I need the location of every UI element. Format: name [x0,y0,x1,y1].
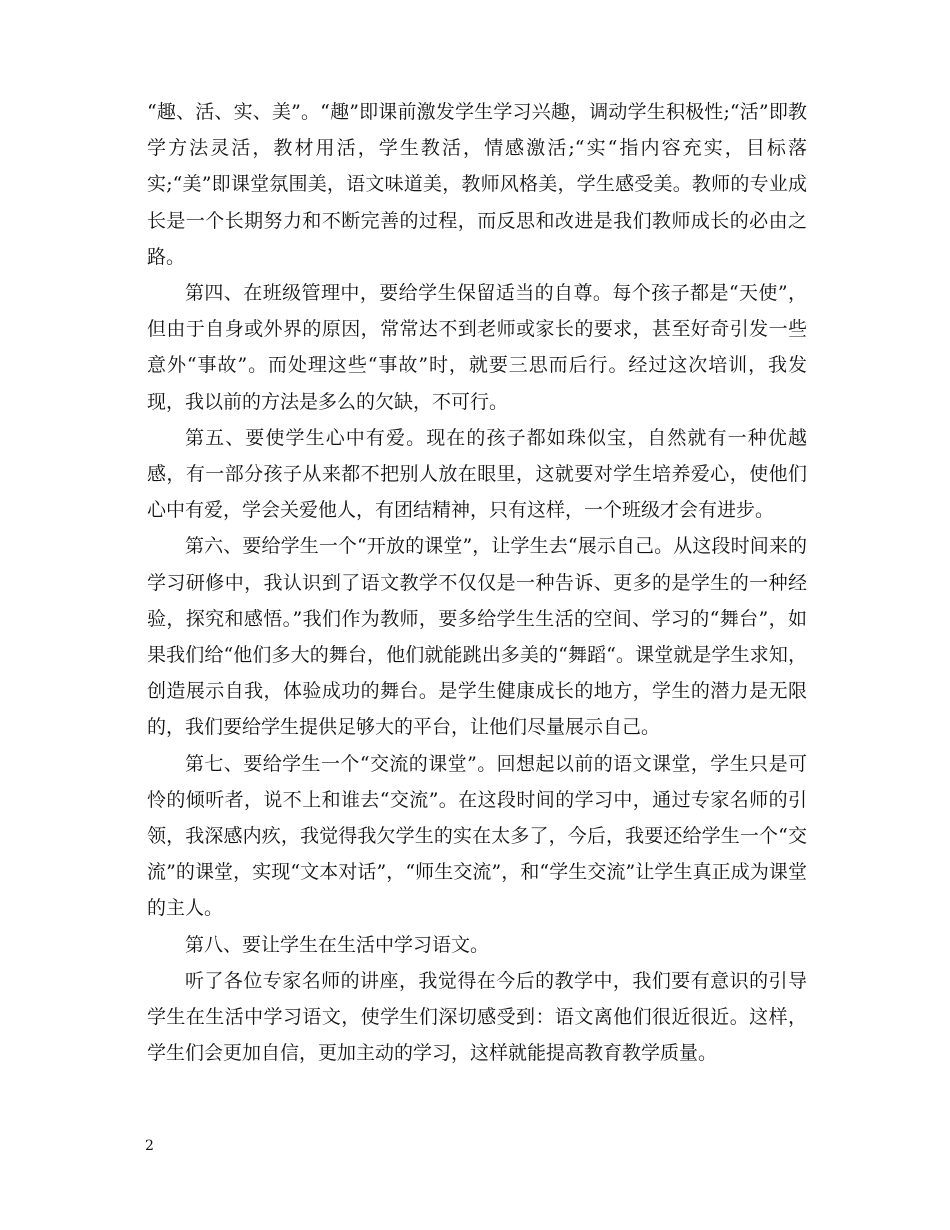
page-number: 2 [145,1138,154,1154]
paragraph-2: 第四、在班级管理中，要给学生保留适当的自尊。每个孩子都是“天使”，但由于自身或外界的原因，常常达不到老师或家长的要求，甚至好奇引发一些意外“事故”。而处理这些“事故”时，就要三思而后行。经过这次培训，我发现，我以前的方法是多么的欠缺，不可行。 [147,282,807,413]
document-body [147,94,807,1071]
paragraph-1: “趣、活、实、美”。“趣”即课前激发学生学习兴趣，调动学生积极性;“活”即教学方法灵活，教材用活，学生教活，情感激活;“实“指内容充实，目标落实;“美”即课堂氛围美，语文味道美，教师风格美，学生感受美。教师的专业成长是一个长期努力和不断完善的过程，而反思和改进是我们教师成长的必由之路。 [147,101,807,268]
paragraph-7: 听了各位专家名师的讲座，我觉得在今后的教学中，我们要有意识的引导学生在生活中学习语文，使学生们深切感受到：语文离他们很近很近。这样，学生们会更加自信，更加主动的学习，这样就能提高教育教学质量。 [147,969,807,1065]
paragraph-3: 第五、要使学生心中有爱。现在的孩子都如珠似宝，自然就有一种优越感，有一部分孩子从来都不把别人放在眼里，这就要对学生培养爱心，使他们心中有爱，学会关爱他人，有团结精神，只有这样，一个班级才会有进步。 [147,426,807,522]
paragraph-4: 第六、要给学生一个“开放的课堂”，让学生去“展示自己。从这段时间来的学习研修中，我认识到了语文教学不仅仅是一种告诉、更多的是学生的一种经验，探究和感悟。”我们作为教师，要多给学生生活的空间、学习的“舞台”，如果我们给“他们多大的舞台，他们就能跳出多美的“舞蹈“。课堂就是学生求知，创造展示自我，体验成功的舞台。是学生健康成长的地方，学生的潜力是无限的，我们要给学生提供足够大的平台，让他们尽量展示自己。 [147,535,807,739]
paragraph-5: 第七、要给学生一个“交流的课堂”。回想起以前的语文课堂，学生只是可怜的倾听者，说不上和谁去“交流”。在这段时间的学习中，通过专家名师的引领，我深感内疚，我觉得我欠学生的实在太多了，今后，我要还给学生一个“交流”的课堂，实现“文本对话”，“师生交流”，和“学生交流”让学生真正成为课堂的主人。 [147,752,807,920]
paragraph-6: 第八、要让学生在生活中学习语文。 [185,933,490,956]
